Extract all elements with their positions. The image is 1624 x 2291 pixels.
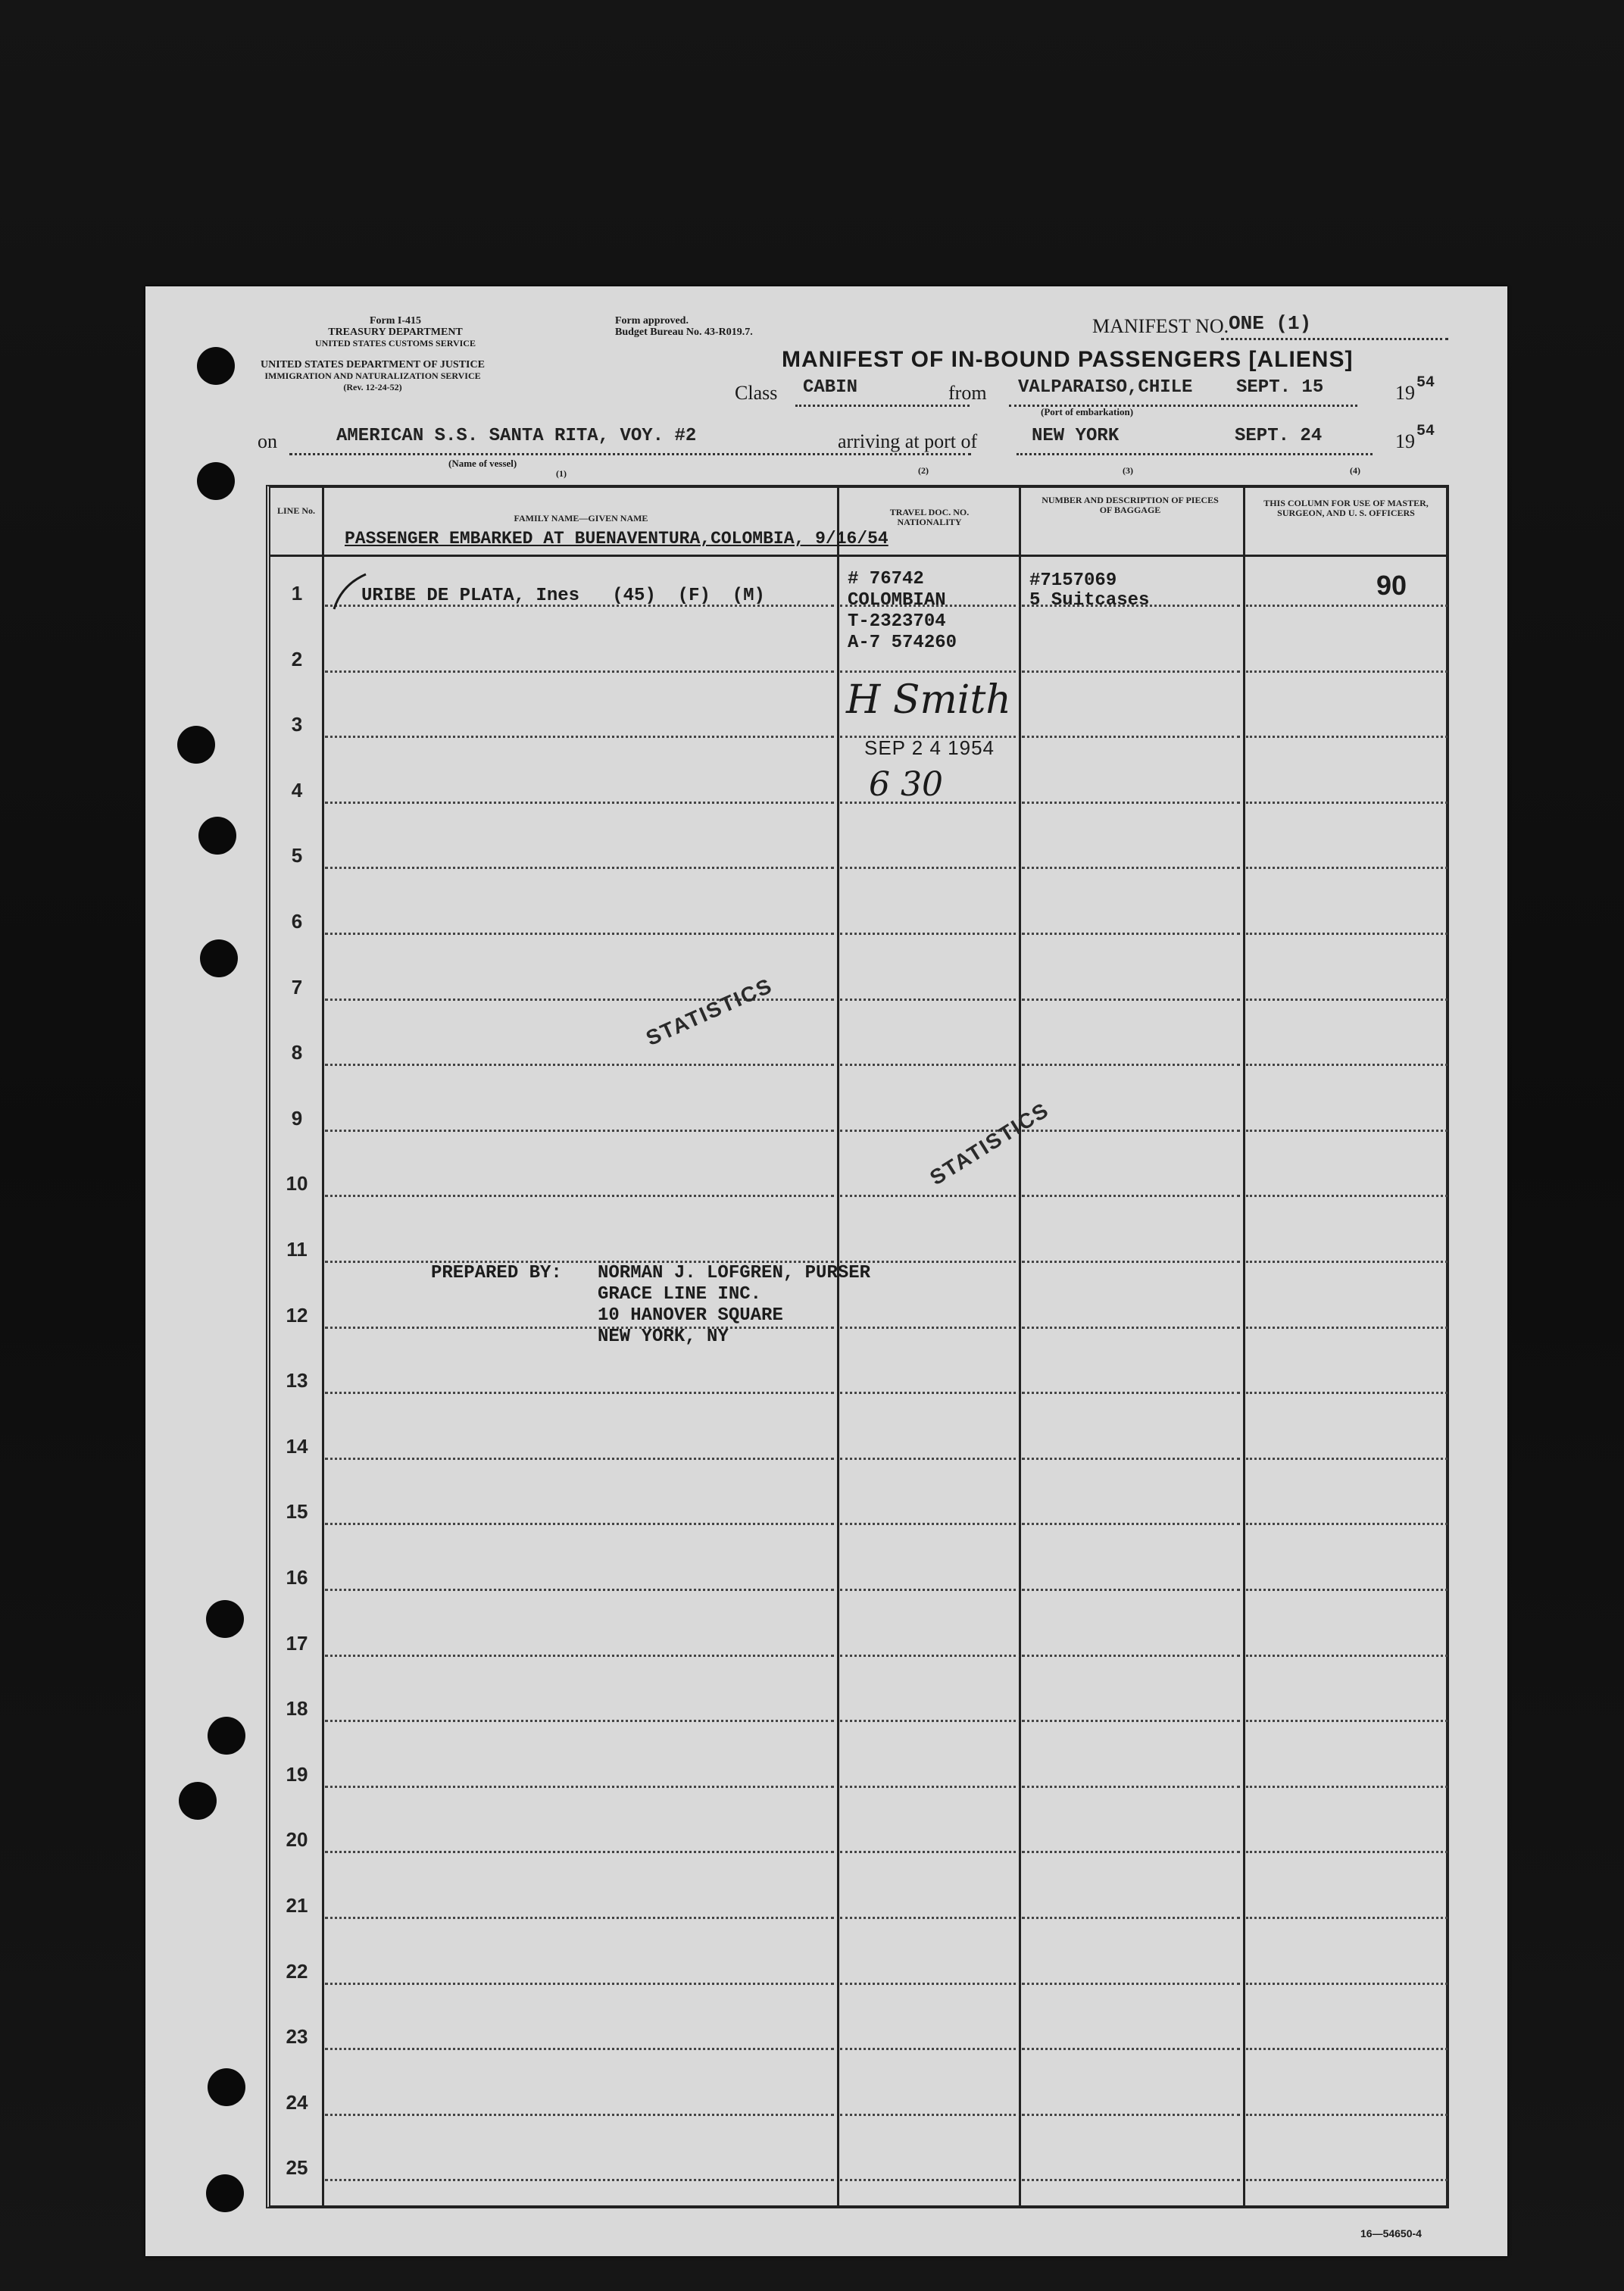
approval-block: [615, 315, 753, 338]
row-rule: [840, 1458, 1016, 1460]
row-rule: [325, 933, 834, 935]
row-rule: [1246, 802, 1448, 804]
line-number: 1: [291, 582, 303, 605]
doc-number: # 76742: [848, 569, 924, 589]
row-rule: [840, 1655, 1016, 1657]
arrival-date: SEPT. 24: [1235, 426, 1323, 446]
baggage-number: #7157069: [1029, 570, 1117, 591]
row-rule: [1022, 736, 1240, 738]
arrival-line: [1017, 453, 1373, 455]
justice-block: [259, 359, 486, 393]
year-prefix-1: 19: [1395, 382, 1415, 404]
treasury-label: TREASURY DEPARTMENT: [328, 327, 463, 338]
row-rule: [1022, 1523, 1240, 1525]
col-num-4: (4): [1350, 465, 1360, 476]
row-rule: [1022, 1327, 1240, 1329]
row-rule: [840, 1195, 1016, 1197]
row-rule: [1022, 2048, 1240, 2050]
manifest-page: [145, 286, 1507, 2256]
row-rule: [1022, 1655, 1240, 1657]
line-number: 25: [286, 2156, 308, 2180]
line-number: 10: [286, 1172, 308, 1196]
line-number: 5: [291, 844, 303, 867]
row-rule: [325, 1786, 834, 1788]
prepared-by-company: GRACE LINE INC.: [598, 1284, 762, 1305]
doc-a-number: A-7 574260: [848, 633, 957, 653]
punch-hole: [208, 2068, 245, 2106]
form-code: 16—54650-4: [1360, 2227, 1422, 2239]
row-rule: [325, 1195, 834, 1197]
prepared-by-street: 10 HANOVER SQUARE: [598, 1305, 783, 1326]
class-label: Class: [735, 382, 778, 404]
arrival-port: NEW YORK: [1032, 426, 1120, 446]
row-rule: [1022, 670, 1240, 673]
baggage-description: 5 Suitcases: [1029, 590, 1150, 611]
row-rule: [840, 2114, 1016, 2116]
row-rule: [1246, 670, 1448, 673]
row-rule: [325, 670, 834, 673]
punch-hole: [206, 2174, 244, 2212]
row-rule: [1022, 1130, 1240, 1132]
row-rule: [325, 2179, 834, 2181]
statistics-stamp: STATISTICS: [926, 1097, 1054, 1190]
row-rule: [840, 1327, 1016, 1329]
row-rule: [1246, 1589, 1448, 1591]
line-number: 6: [291, 910, 303, 933]
line-number: 11: [286, 1238, 308, 1261]
rev-label: (Rev. 12-24-52): [343, 382, 402, 392]
vessel-caption: (Name of vessel): [448, 458, 517, 469]
line-number: 15: [286, 1500, 308, 1524]
year-suffix-1: 54: [1416, 374, 1435, 392]
row-rule: [840, 1392, 1016, 1394]
row-rule: [1246, 1130, 1448, 1132]
col-num-1: (1): [556, 468, 567, 479]
nationality: COLOMBIAN: [848, 590, 946, 611]
punch-hole: [177, 726, 215, 764]
row-rule: [1246, 1392, 1448, 1394]
prepared-by-city: NEW YORK, NY: [598, 1327, 729, 1347]
row-rule: [325, 802, 834, 804]
justice-label: UNITED STATES DEPARTMENT OF JUSTICE: [261, 359, 485, 370]
line-number: 8: [291, 1041, 303, 1064]
row-rule: [840, 1851, 1016, 1853]
row-rule: [1246, 2179, 1448, 2181]
row-rule: [325, 1392, 834, 1394]
row-rule: [1246, 1786, 1448, 1788]
row-rule: [1246, 605, 1448, 607]
row-rule: [840, 1983, 1016, 1985]
col-divider-1: [322, 488, 324, 2205]
line-number: 22: [286, 1959, 308, 1983]
row-rule: [1022, 1786, 1240, 1788]
row-rule: [1022, 933, 1240, 935]
vessel-line: [289, 453, 971, 455]
statistics-stamp: STATISTICS: [642, 973, 776, 1051]
officer-mark: 90: [1376, 570, 1407, 601]
passenger-name: URIBE DE PLATA, Ines (45) (F) (M): [361, 586, 765, 606]
row-rule: [325, 1720, 834, 1722]
row-rule: [1246, 999, 1448, 1001]
row-rule: [1022, 1261, 1240, 1263]
manifest-no-line: [1221, 338, 1448, 340]
class-value: CABIN: [803, 377, 858, 398]
col-header-officers: THIS COLUMN FOR USE OF MASTER, SURGEON, AND U. S. OFFICERS: [1263, 498, 1429, 518]
arriving-label: arriving at port of: [838, 430, 978, 452]
row-rule: [325, 1589, 834, 1591]
row-rule: [325, 1327, 834, 1329]
row-rule: [840, 999, 1016, 1001]
inspection-date-stamp: SEP 2 4 1954: [864, 736, 995, 759]
row-rule: [325, 1655, 834, 1657]
customs-label: UNITED STATES CUSTOMS SERVICE: [315, 338, 476, 348]
form-agency-block: [259, 315, 532, 349]
row-rule: [1022, 1589, 1240, 1591]
manifest-no-value: ONE (1): [1229, 312, 1312, 335]
row-rule: [840, 1786, 1016, 1788]
vessel-value: AMERICAN S.S. SANTA RITA, VOY. #2: [336, 426, 697, 446]
line-number: 14: [286, 1434, 308, 1458]
row-rule: [325, 736, 834, 738]
prepared-by-name: NORMAN J. LOFGREN, PURSER: [598, 1263, 871, 1283]
row-rule: [840, 933, 1016, 935]
row-rule: [1246, 1917, 1448, 1919]
from-value: VALPARAISO,CHILE: [1018, 377, 1193, 398]
row-rule: [1246, 2048, 1448, 2050]
row-rule: [1246, 1523, 1448, 1525]
line-number: 9: [291, 1106, 303, 1130]
row-rule: [840, 2179, 1016, 2181]
check-mark-icon: [331, 570, 369, 615]
row-rule: [325, 2048, 834, 2050]
col-header-name: FAMILY NAME—GIVEN NAME: [514, 513, 648, 524]
ins-label: IMMIGRATION AND NATURALIZATION SERVICE: [264, 370, 481, 381]
row-rule: [1246, 1195, 1448, 1197]
punch-hole: [197, 347, 235, 385]
col-header-line: LINE No.: [276, 505, 315, 516]
row-rule: [325, 1917, 834, 1919]
line-number: 17: [286, 1631, 308, 1655]
row-rule: [1246, 1458, 1448, 1460]
row-rule: [1246, 1064, 1448, 1066]
line-number: 3: [291, 713, 303, 736]
punch-hole: [198, 817, 236, 855]
line-number: 7: [291, 975, 303, 999]
row-rule: [1246, 2114, 1448, 2116]
line-number: 24: [286, 2090, 308, 2114]
row-rule: [1022, 1458, 1240, 1460]
year-prefix-2: 19: [1395, 430, 1415, 452]
year-suffix-2: 54: [1416, 423, 1435, 440]
from-label: from: [948, 382, 987, 404]
row-rule: [325, 1130, 834, 1132]
header-rule: [270, 555, 1446, 557]
port-embark-caption: (Port of embarkation): [1041, 406, 1134, 417]
punch-hole: [206, 1600, 244, 1638]
row-rule: [1246, 1983, 1448, 1985]
line-number: 23: [286, 2025, 308, 2049]
punch-hole: [179, 1782, 217, 1820]
line-number: 16: [286, 1566, 308, 1589]
punch-hole: [208, 1717, 245, 1755]
form-number: Form I-415: [369, 315, 422, 327]
row-rule: [840, 867, 1016, 869]
col-num-3: (3): [1123, 465, 1133, 476]
line-number: 13: [286, 1369, 308, 1392]
row-rule: [1022, 1851, 1240, 1853]
col-header-baggage: NUMBER AND DESCRIPTION OF PIECES OF BAGGAGE: [1042, 495, 1219, 515]
line-number: 21: [286, 1894, 308, 1917]
form-approved-label: Form approved.: [615, 315, 689, 327]
line-number: 20: [286, 1828, 308, 1852]
embark-date: SEPT. 15: [1236, 377, 1324, 398]
row-rule: [1022, 1195, 1240, 1197]
officer-signature: H Smith: [846, 677, 1011, 723]
row-rule: [1022, 1983, 1240, 1985]
row-rule: [1022, 999, 1240, 1001]
col-num-2: (2): [918, 465, 929, 476]
row-rule: [325, 1523, 834, 1525]
row-rule: [840, 1064, 1016, 1066]
row-rule: [325, 1851, 834, 1853]
line-number: 12: [286, 1303, 308, 1327]
row-rule: [1022, 1720, 1240, 1722]
row-rule: [1246, 1327, 1448, 1329]
row-rule: [1246, 1851, 1448, 1853]
embark-note: PASSENGER EMBARKED AT BUENAVENTURA,COLOMBIA, 9/16/54: [345, 529, 889, 549]
prepared-by-label: PREPARED BY:: [431, 1263, 562, 1283]
line-number: 18: [286, 1697, 308, 1721]
row-rule: [1246, 867, 1448, 869]
row-rule: [840, 1917, 1016, 1919]
budget-label: Budget Bureau No. 43-R019.7.: [615, 327, 753, 338]
row-rule: [1246, 1261, 1448, 1263]
row-rule: [1022, 2114, 1240, 2116]
col-divider-2: [837, 488, 839, 2205]
row-rule: [840, 1523, 1016, 1525]
manifest-no-label: MANIFEST NO.: [1092, 315, 1229, 337]
row-rule: [1022, 1392, 1240, 1394]
row-rule: [1022, 2179, 1240, 2181]
row-rule: [1246, 1720, 1448, 1722]
passenger-table: [266, 485, 1449, 2208]
line-number: 2: [291, 647, 303, 670]
col-divider-3: [1019, 488, 1021, 2205]
punch-hole: [200, 939, 238, 977]
line-number: 19: [286, 1762, 308, 1786]
class-line: [795, 405, 970, 407]
row-rule: [840, 2048, 1016, 2050]
line-number: 4: [291, 778, 303, 802]
row-rule: [1246, 736, 1448, 738]
row-rule: [1022, 1917, 1240, 1919]
row-rule: [1022, 802, 1240, 804]
row-rule: [325, 867, 834, 869]
row-rule: [325, 1983, 834, 1985]
col-header-doc: TRAVEL DOC. NO. NATIONALITY: [889, 507, 970, 527]
row-rule: [840, 1589, 1016, 1591]
row-rule: [325, 1064, 834, 1066]
inspection-time: 6 30: [869, 765, 943, 804]
row-rule: [1246, 933, 1448, 935]
doc-t-number: T-2323704: [848, 611, 946, 632]
row-rule: [1022, 1064, 1240, 1066]
row-rule: [325, 2114, 834, 2116]
punch-hole: [197, 462, 235, 500]
col-divider-4: [1243, 488, 1245, 2205]
manifest-title: MANIFEST OF IN-BOUND PASSENGERS [ALIENS]: [782, 347, 1354, 372]
row-rule: [1246, 1655, 1448, 1657]
row-rule: [840, 670, 1016, 673]
on-label: on: [258, 430, 277, 452]
row-rule: [840, 1720, 1016, 1722]
row-rule: [325, 1458, 834, 1460]
row-rule: [1022, 867, 1240, 869]
